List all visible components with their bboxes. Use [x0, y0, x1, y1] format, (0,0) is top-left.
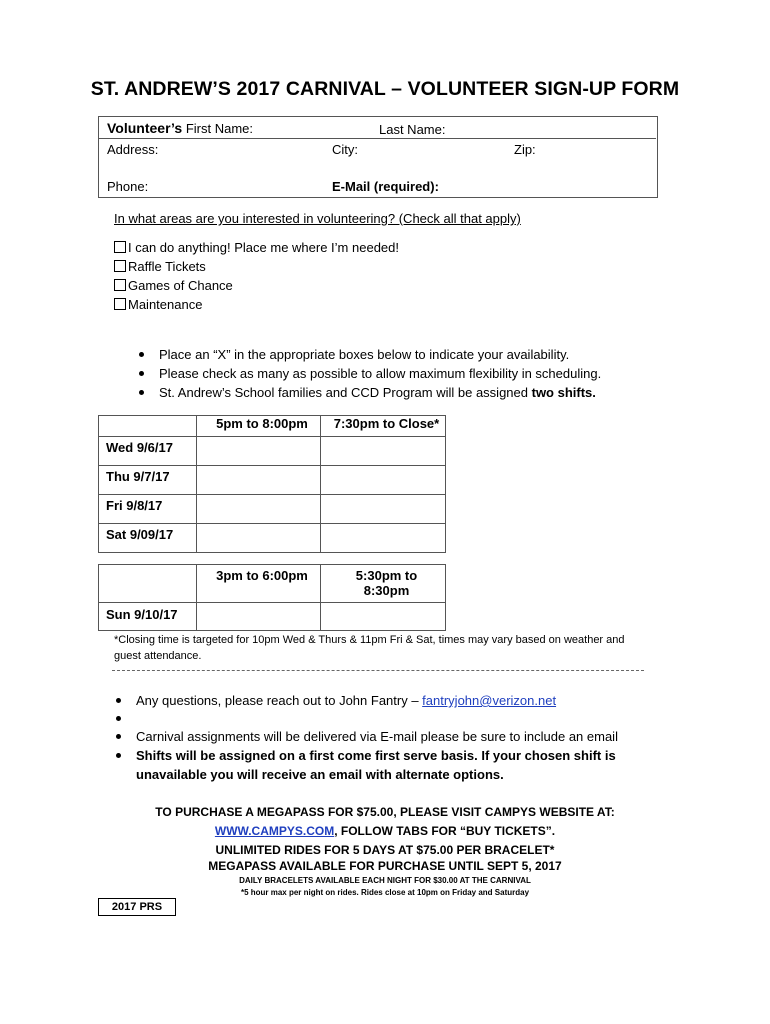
instruction-flexibility: Please check as many as possible to allow maximum flexibility in scheduling. — [159, 366, 602, 381]
checkbox-icon[interactable] — [114, 279, 126, 291]
slot-cell[interactable] — [197, 603, 321, 631]
instruction-two-shifts — [159, 385, 596, 400]
corner-cell — [99, 416, 197, 437]
day-fri: Fri 9/8/17 — [99, 495, 197, 524]
volunteer-label: Volunteer’s — [107, 120, 183, 136]
day-thu: Thu 9/7/17 — [99, 466, 197, 495]
email-label: E-Mail (required): — [332, 179, 439, 194]
slot-cell[interactable] — [321, 524, 446, 553]
address-label: Address: — [107, 142, 159, 157]
day-sun: Sun 9/10/17 — [99, 603, 197, 631]
assignment-note: Carnival assignments will be delivered via E-mail please be sure to include an email — [136, 729, 618, 744]
sunday-schedule-table — [98, 564, 446, 631]
daily-bracelet-note: DAILY BRACELETS AVAILABLE EACH NIGHT FOR $30.00 AT THE CARNIVAL — [239, 876, 531, 885]
last-name-label: Last Name: — [379, 122, 446, 137]
option-label: Games of Chance — [128, 278, 233, 293]
info-divider — [98, 138, 656, 139]
bullet-icon — [139, 390, 144, 395]
checkbox-icon[interactable] — [114, 241, 126, 253]
slot-cell[interactable] — [197, 495, 321, 524]
slot-cell[interactable] — [321, 466, 446, 495]
day-wed: Wed 9/6/17 — [99, 437, 197, 466]
bullet-icon — [116, 734, 121, 739]
interest-question: In what areas are you interested in volunteering? (Check all that apply) — [114, 211, 521, 226]
megapass-line1: TO PURCHASE A MEGAPASS FOR $75.00, PLEASE VISIT CAMPYS WEBSITE AT: — [155, 805, 615, 819]
contact-question — [136, 693, 556, 708]
slot-cell[interactable] — [197, 466, 321, 495]
header-530pm-830pm: 5:30pm to 8:30pm — [321, 565, 446, 603]
slot-cell[interactable] — [321, 603, 446, 631]
campys-link[interactable]: WWW.CAMPYS.COM — [214, 824, 335, 838]
bullet-icon — [139, 352, 144, 357]
header-3pm-6pm: 3pm to 6:00pm — [197, 565, 321, 603]
day-sat: Sat 9/09/17 — [99, 524, 197, 553]
corner-cell — [99, 565, 197, 603]
contact-email-link[interactable]: fantryjohn@verizon.net — [422, 693, 557, 708]
checkbox-icon[interactable] — [114, 260, 126, 272]
zip-label: Zip: — [514, 142, 536, 157]
dashed-divider — [112, 670, 644, 671]
option-games-of-chance[interactable] — [114, 278, 233, 293]
city-label: City: — [332, 142, 358, 157]
form-title: ST. ANDREW’S 2017 CARNIVAL – VOLUNTEER SIGN-UP FORM — [90, 78, 680, 100]
closing-note-line2: guest attendance. — [114, 650, 202, 662]
option-anything[interactable] — [114, 240, 399, 255]
two-shifts-emphasis: two shifts. — [531, 385, 596, 400]
checkbox-icon[interactable] — [114, 298, 126, 310]
prs-badge: 2017 PRS — [98, 898, 176, 916]
bullet-icon — [139, 371, 144, 376]
bullet-icon — [116, 716, 121, 721]
option-label: I can do anything! Place me where I’m needed! — [128, 240, 399, 255]
phone-label: Phone: — [107, 179, 149, 194]
header-730pm-close: 7:30pm to Close* — [321, 416, 446, 437]
option-label: Maintenance — [128, 297, 203, 312]
megapass-line4: MEGAPASS AVAILABLE FOR PURCHASE UNTIL SEPT 5, 2017 — [208, 859, 562, 873]
option-label: Raffle Tickets — [128, 259, 206, 274]
slot-cell[interactable] — [197, 524, 321, 553]
shift-basis-line1: Shifts will be assigned on a first come first serve basis. If your chosen shift is — [136, 748, 616, 763]
bullet-icon — [116, 753, 121, 758]
first-name-label-group — [107, 120, 253, 136]
weekday-schedule-table — [98, 415, 446, 553]
option-maintenance[interactable] — [114, 297, 202, 312]
ride-hours-note: *5 hour max per night on rides. Rides close at 10pm on Friday and Saturday — [240, 888, 530, 897]
slot-cell[interactable] — [197, 437, 321, 466]
instruction-availability: Place an “X” in the appropriate boxes below to indicate your availability. — [159, 347, 570, 362]
slot-cell[interactable] — [321, 495, 446, 524]
megapass-line3: UNLIMITED RIDES FOR 5 DAYS AT $75.00 PER BRACELET* — [215, 843, 555, 857]
bullet-icon — [116, 698, 121, 703]
closing-note-line1: *Closing time is targeted for 10pm Wed & Thurs & 11pm Fri & Sat, times may vary based on weather and — [114, 634, 625, 646]
megapass-line2: WWW.CAMPYS.COM, FOLLOW TABS FOR “BUY TICKETS”. — [214, 824, 556, 838]
volunteer-info-box — [98, 116, 658, 198]
slot-cell[interactable] — [321, 437, 446, 466]
option-raffle-tickets[interactable] — [114, 259, 206, 274]
instruction-text: St. Andrew’s School families and CCD Program will be assigned — [159, 385, 532, 400]
first-name-label: First Name: — [185, 121, 253, 136]
contact-text: Any questions, please reach out to John Fantry – — [136, 693, 423, 708]
header-5pm-8pm: 5pm to 8:00pm — [197, 416, 321, 437]
shift-basis-line2: unavailable you will receive an email with alternate options. — [136, 767, 504, 782]
